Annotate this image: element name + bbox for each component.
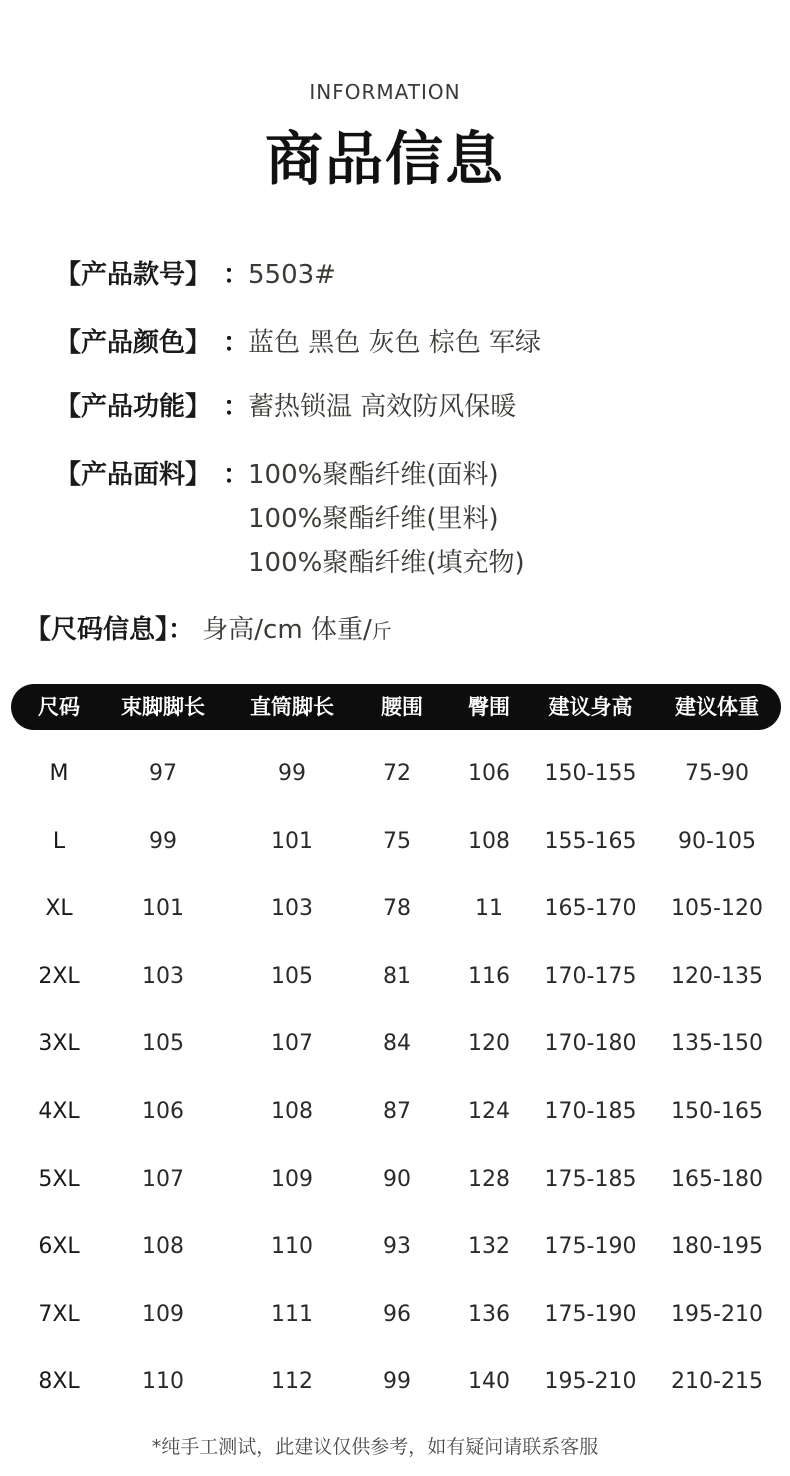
table-row (0, 808, 790, 876)
table-row (0, 1078, 790, 1146)
cell-weight: 180-195 (671, 1234, 763, 1260)
table-row (0, 740, 790, 808)
page-subtitle: INFORMATION (309, 80, 461, 104)
col-header-straight-length: 直筒脚长 (250, 695, 334, 719)
cell-hip: 120 (468, 1031, 510, 1057)
cell-tapered-length: 99 (149, 828, 177, 854)
info-value: 蓝色 黑色 灰色 棕色 军绿 (248, 328, 542, 358)
cell-waist: 84 (383, 1031, 411, 1057)
cell-height: 165-170 (544, 896, 637, 922)
cell-height: 175-190 (544, 1234, 637, 1260)
fabric-list (248, 460, 525, 592)
disclaimer-note: *纯手工测试，此建议仅供参考，如有疑问请联系客服 (151, 1436, 599, 1458)
cell-straight-length: 99 (278, 761, 306, 786)
cell-waist: 87 (383, 1099, 411, 1124)
cell-waist: 81 (383, 963, 411, 989)
cell-size: 4XL (38, 1099, 80, 1124)
info-label: 【产品款号】 (55, 260, 212, 290)
cell-hip: 124 (468, 1099, 510, 1124)
cell-waist: 72 (383, 761, 411, 786)
table-row (0, 1281, 790, 1349)
cell-waist: 78 (383, 896, 411, 922)
info-value: 蓄热锁温 高效防风保暖 (248, 392, 517, 422)
size-info-label: 【尺码信息】 (25, 615, 169, 645)
cell-straight-length: 105 (271, 963, 313, 989)
cell-tapered-length: 107 (142, 1166, 184, 1192)
cell-straight-length: 112 (271, 1369, 313, 1395)
cell-tapered-length: 106 (142, 1099, 184, 1124)
size-info-row (25, 615, 392, 646)
cell-height: 155-165 (544, 828, 637, 854)
size-info-colon: ： (168, 615, 195, 645)
size-info-value: 身高/cm 体重/ (202, 615, 372, 645)
cell-hip: 116 (468, 963, 510, 989)
cell-hip: 11 (475, 896, 503, 922)
table-row (0, 1348, 790, 1416)
cell-size: L (52, 828, 66, 854)
info-colon: ： (223, 460, 250, 490)
cell-straight-length: 110 (271, 1234, 313, 1260)
cell-height: 175-185 (544, 1166, 637, 1192)
cell-straight-length: 107 (271, 1031, 313, 1057)
info-colon: ： (223, 328, 250, 358)
cell-straight-length: 111 (271, 1301, 313, 1327)
info-value: 5503# (248, 260, 336, 290)
cell-size: 8XL (38, 1369, 80, 1395)
cell-size: XL (45, 896, 73, 922)
cell-weight: 150-165 (671, 1099, 763, 1124)
fabric-item: 100%聚酯纤维(面料) (248, 460, 499, 490)
col-header-waist: 腰围 (381, 695, 423, 719)
cell-weight: 75-90 (685, 761, 749, 786)
col-header-height: 建议身高 (548, 695, 633, 719)
cell-hip: 128 (468, 1166, 510, 1192)
table-row (0, 875, 790, 943)
cell-tapered-length: 108 (142, 1234, 184, 1260)
cell-tapered-length: 101 (142, 896, 184, 922)
cell-weight: 90-105 (678, 828, 756, 854)
cell-hip: 136 (468, 1301, 510, 1327)
cell-hip: 108 (468, 828, 510, 854)
info-label: 【产品功能】 (55, 392, 212, 422)
cell-hip: 106 (468, 761, 510, 786)
fabric-item: 100%聚酯纤维(填充物) (248, 548, 525, 578)
cell-height: 170-175 (544, 963, 637, 989)
table-row (0, 1213, 790, 1281)
cell-straight-length: 101 (271, 828, 313, 854)
page-title: 商品信息 (264, 125, 505, 193)
size-info-unit: 斤 (371, 619, 392, 643)
table-row (0, 1010, 790, 1078)
cell-height: 170-185 (544, 1099, 637, 1124)
cell-size: 6XL (38, 1234, 80, 1260)
col-header-size: 尺码 (38, 695, 80, 719)
info-colon: ： (223, 392, 250, 422)
cell-height: 195-210 (544, 1369, 637, 1395)
cell-height: 150-155 (544, 761, 637, 786)
cell-size: 5XL (38, 1166, 80, 1192)
cell-size: 3XL (38, 1031, 80, 1057)
cell-hip: 132 (468, 1234, 510, 1260)
cell-waist: 96 (383, 1301, 411, 1327)
cell-straight-length: 103 (271, 896, 313, 922)
cell-tapered-length: 103 (142, 963, 184, 989)
cell-tapered-length: 97 (149, 761, 177, 786)
size-table-header (11, 684, 781, 730)
info-label: 【产品颜色】 (55, 328, 212, 358)
cell-weight: 135-150 (671, 1031, 763, 1057)
cell-hip: 140 (468, 1369, 510, 1395)
info-label: 【产品面料】 (55, 460, 212, 490)
cell-size: 2XL (38, 963, 80, 989)
cell-weight: 210-215 (671, 1369, 763, 1395)
cell-tapered-length: 105 (142, 1031, 184, 1057)
cell-weight: 105-120 (671, 896, 763, 922)
cell-waist: 93 (383, 1234, 411, 1260)
cell-weight: 165-180 (671, 1166, 763, 1192)
cell-size: M (49, 761, 69, 786)
cell-size: 7XL (38, 1301, 80, 1327)
cell-straight-length: 109 (271, 1166, 313, 1192)
table-row (0, 943, 790, 1011)
table-row (0, 1146, 790, 1214)
cell-weight: 195-210 (671, 1301, 763, 1327)
cell-tapered-length: 109 (142, 1301, 184, 1327)
col-header-tapered-length: 束脚脚长 (121, 695, 205, 719)
cell-waist: 90 (383, 1166, 411, 1192)
info-colon: ： (223, 260, 250, 290)
fabric-item: 100%聚酯纤维(里料) (248, 504, 499, 534)
col-header-weight: 建议体重 (675, 695, 759, 719)
cell-waist: 75 (383, 828, 411, 854)
cell-tapered-length: 110 (142, 1369, 184, 1395)
cell-weight: 120-135 (671, 963, 763, 989)
cell-height: 175-190 (544, 1301, 637, 1327)
cell-waist: 99 (383, 1369, 411, 1395)
cell-height: 170-180 (544, 1031, 637, 1057)
cell-straight-length: 108 (271, 1099, 313, 1124)
col-header-hip: 臀围 (468, 695, 510, 719)
